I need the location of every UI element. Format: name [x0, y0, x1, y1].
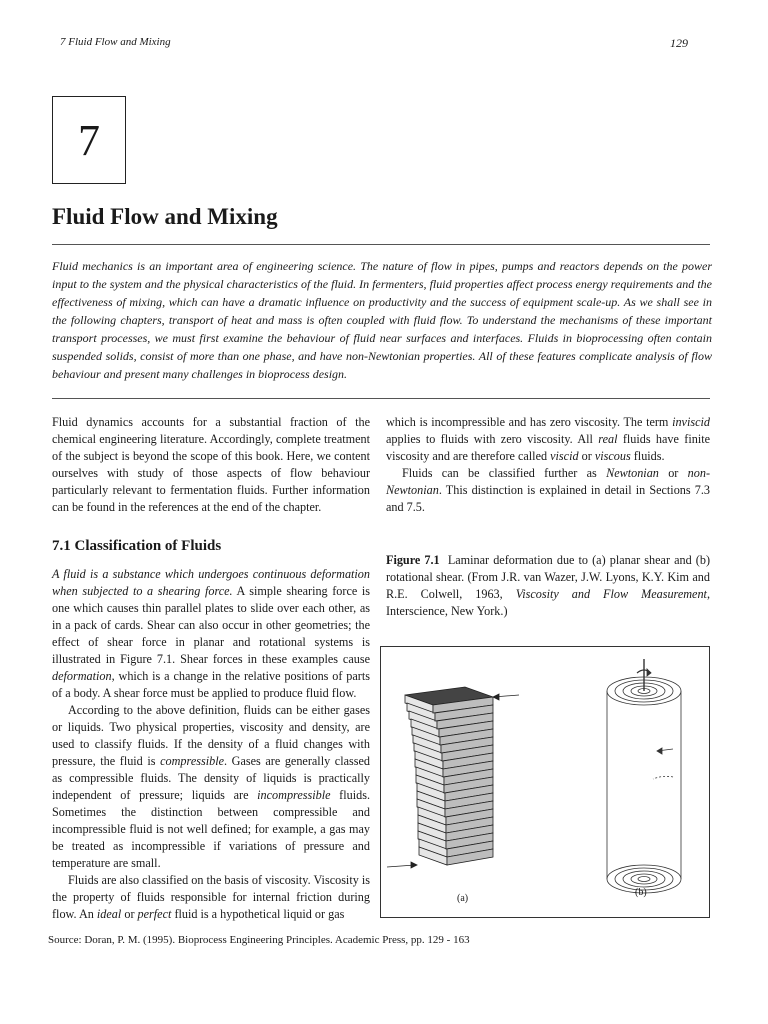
chapter-number: 7	[78, 115, 100, 165]
chapter-abstract: Fluid mechanics is an important area of engineering science. The nature of flow in pipes, pumps and reactors depends on the power input to the system and the physical characteristics of the fluid. In fermenters, fluid properties affect process energy requirements and the effectiveness of mixing, which can have a dramatic influence on productivity and the success of equipment scale-up. As we shall see in the following chapters, transport of heat and mass is often coupled with fluid flow. To understand the mechanisms of these important transport processes, we must first examine the behaviour of fluid near surfaces and interfaces. Fluids in bioprocessing often contain suspended solids, consist of more than one phase, and have non-Newtonian properties. All of these features complicate analysis of flow behaviour and present many challenges in bioprocess design.	[52, 259, 712, 381]
p2-italic-compressible: compressible	[160, 754, 224, 768]
running-head: 7 Fluid Flow and Mixing	[60, 36, 171, 48]
intro-paragraph	[52, 414, 370, 516]
section-body	[52, 566, 370, 923]
page-number: 129	[670, 36, 688, 50]
section-paragraph-2	[52, 702, 370, 872]
rc-p2-a: Fluids can be classified further as	[402, 466, 607, 480]
source-citation: Source: Doran, P. M. (1995). Bioprocess Engineering Principles. Academic Press, pp. 129 - 163	[48, 934, 470, 946]
abstract-top-rule	[52, 244, 710, 245]
section-paragraph-3	[52, 872, 370, 923]
figure-frame	[380, 646, 710, 918]
rc-p1-d: or	[578, 449, 595, 463]
shear-illustration	[381, 647, 709, 917]
p1-text-a: A simple shearing force is one which causes thin parallel plates to slide over each other, as in a pack of cards. Shear can also occur in other geometries; the effect of shear force in planar and rotational systems is illustrated in Figure 7.1. Shear forces in these examples cause	[52, 584, 370, 666]
planar-shear-stack	[387, 687, 519, 868]
p3-italic-perfect: perfect	[137, 907, 172, 921]
rc-italic-viscous: viscous	[594, 449, 631, 463]
chapter-title: Fluid Flow and Mixing	[52, 204, 278, 229]
right-paragraph-1	[386, 414, 710, 465]
figure-label: Figure 7.1	[386, 553, 440, 567]
abstract-bottom-rule	[52, 398, 710, 399]
rc-p1-a: which is incompressible and has zero viscosity. The term	[386, 415, 673, 429]
caption-italic-book: Viscosity and Flow Measurement	[515, 587, 707, 601]
p3-italic-ideal: ideal	[96, 907, 122, 921]
p3-text-b: or	[121, 907, 138, 921]
definition-italic: A fluid is a substance which undergoes continuous deformation when subjected to a shearing force.	[52, 567, 370, 598]
p3-text-c: fluid is a hypothetical liquid or gas	[171, 907, 345, 921]
caption-text-b: , Interscience, New York.)	[386, 587, 710, 618]
rc-italic-non-newtonian: non-Newtonian	[386, 466, 710, 497]
panel-a-label: (a)	[457, 893, 469, 904]
rotational-shear-cylinder	[607, 659, 681, 893]
chapter-number-box	[52, 96, 126, 184]
panel-b-label: (b)	[635, 887, 647, 898]
rc-p2-b: or	[658, 466, 688, 480]
intro-text: Fluid dynamics accounts for a substantial fraction of the chemical engineering literature. Accordingly, complete treatment of the subject is beyond the scope of this book. Here, we content ourselves with study of those aspects of flow behaviour particularly relevant to fermentation fluids. Further information can be found in the references at the end of the chapter.	[52, 415, 370, 514]
section-paragraph-1	[52, 566, 370, 702]
p1-text-b: , which is a change in the relative positions of parts of a body. A shear force must be applied to produce fluid flow.	[52, 669, 370, 700]
right-paragraph-2	[386, 465, 710, 516]
rc-p2-c: . This distinction is explained in detail in Sections 7.3 and 7.5.	[386, 483, 710, 514]
rc-italic-inviscid: inviscid	[672, 415, 710, 429]
rc-p1-e: fluids.	[630, 449, 665, 463]
rc-p1-b: applies to fluids with zero viscosity. All	[386, 432, 599, 446]
p1-italic-deformation: deformation	[52, 669, 112, 683]
section-heading: 7.1 Classification of Fluids	[52, 538, 222, 554]
rc-italic-viscid: viscid	[550, 449, 579, 463]
p2-text-c: fluids. Sometimes the distinction between compressible and incompressible fluid is not well defined; for example, a gas may be treated as incompressible if variations of pressure and temperature are small.	[52, 788, 370, 870]
p2-text-a: According to the above definition, fluids can be either gases or liquids. Two physical properties, viscosity and density, are used to classify fluids. If the density of a fluid changes with pressure, the fluid is	[52, 703, 370, 768]
p2-text-b: . Gases are generally classed as compressible fluids. The density of liquids is practically independent of pressure; liquids are	[52, 754, 370, 802]
caption-text-a: Laminar deformation due to (a) planar shear and (b) rotational shear. (From J.R. van Wazer, J.W. Lyons, K.Y. Kim and R.E. Colwell, 1963,	[386, 553, 710, 601]
rc-italic-newtonian: Newtonian	[606, 466, 659, 480]
right-column-text	[386, 414, 710, 516]
p2-italic-incompressible: incompressible	[257, 788, 331, 802]
rc-p1-c: fluids have finite viscosity and are therefore called	[386, 432, 710, 463]
rc-italic-real: real	[598, 432, 618, 446]
figure-caption	[386, 552, 710, 620]
p3-text-a: Fluids are also classified on the basis of viscosity. Viscosity is the property of fluids responsible for internal friction during flow. An	[52, 873, 370, 921]
